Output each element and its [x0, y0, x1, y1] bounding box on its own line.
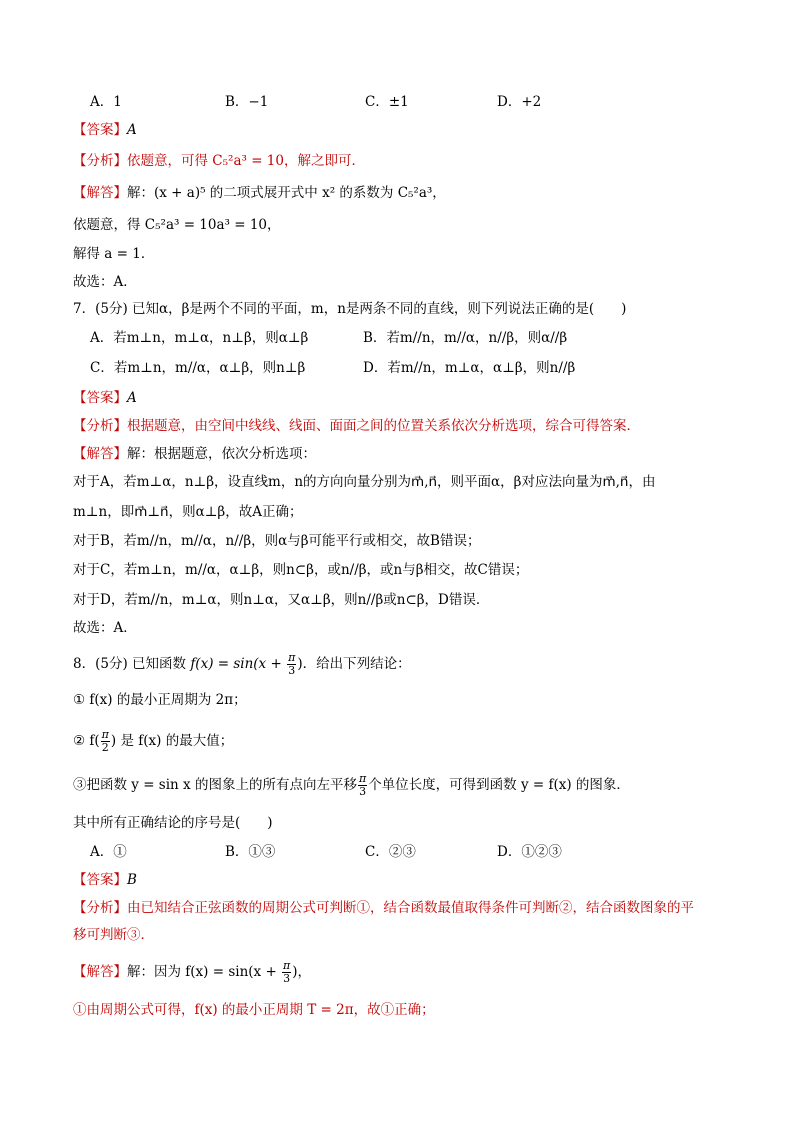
solution-tag: 【解答】	[73, 446, 127, 462]
frac-den: 3	[288, 664, 296, 677]
q8-c3-prefix: ③把函数 y = sin x 的图象上的所有点向左平移	[73, 777, 357, 793]
solution-tag: 【解答】	[73, 185, 127, 201]
frac-den: 2	[101, 741, 109, 754]
analysis-tag: 【分析】	[73, 418, 127, 434]
analysis-text: 依题意，可得 C₅²a³ = 10，解之即可．	[127, 153, 365, 169]
q6-option-a: A．1	[90, 94, 122, 110]
answer-value: B	[127, 872, 137, 888]
q7-answer-line	[73, 388, 137, 408]
q7-solution-line-5: 对于C，若m⊥n，m//α，α⊥β，则n⊂β，或n//β，或n与β相交，故C错误；	[73, 562, 529, 578]
q8-analysis-line-2: 移可判断③．	[73, 927, 154, 943]
solution-text: 解：因为 f(x) = sin(x +	[127, 964, 282, 980]
solution-text: 解：(x + a)⁵ 的二项式展开式中 x² 的系数为 C₅²a³，	[127, 185, 446, 201]
q6-solution-line-3: 解得 a = 1．	[73, 246, 155, 262]
q7-solution-line-6: 对于D，若m//n，m⊥α，则n⊥α，又α⊥β，则n//β或n⊂β，D错误．	[73, 592, 490, 608]
q7-option-d: D．若m//n，m⊥α，α⊥β，则n//β	[363, 360, 576, 376]
answer-value: A	[127, 390, 137, 406]
q6-option-d: D．+2	[497, 94, 542, 110]
frac-num: π	[358, 772, 367, 785]
q7-option-c: C．若m⊥n，m//α，α⊥β，则n⊥β	[90, 360, 306, 376]
q6-option-c: C．±1	[365, 94, 409, 110]
q8-c2-suffix: ) 是 f(x) 的最大值；	[110, 733, 234, 749]
analysis-text: 由已知结合正弦函数的周期公式可判断①，结合函数最值取得条件可判断②，结合函数图象的平	[127, 900, 694, 916]
fraction-pi-over-3	[282, 960, 291, 985]
frac-den: 3	[283, 972, 291, 985]
answer-tag: 【答案】	[73, 390, 127, 406]
answer-value: A	[127, 122, 137, 138]
q8-ask: 其中所有正确结论的序号是( )	[73, 815, 273, 831]
q8-conclusion-3	[73, 773, 630, 798]
frac-num: π	[283, 959, 291, 972]
fraction-pi-over-2	[101, 729, 110, 754]
frac-num: π	[101, 728, 109, 741]
q7-solution-line-1	[73, 444, 316, 464]
q7-stem: 7．(5分) 已知α，β是两个不同的平面，m，n是两条不同的直线，则下列说法正确的是( )	[73, 301, 627, 317]
q8-stem-prefix: 8．(5分) 已知函数	[73, 656, 187, 672]
q8-solution-line-1	[73, 960, 311, 985]
fraction-pi-over-3	[358, 773, 367, 798]
q7-option-b: B．若m//n，m//α，n//β，则α//β	[363, 330, 568, 346]
fraction-pi-over-3	[287, 652, 296, 677]
answer-tag: 【答案】	[73, 872, 127, 888]
q7-option-a: A．若m⊥n，m⊥α，n⊥β，则α⊥β	[90, 330, 309, 346]
q8-answer-line	[73, 870, 137, 890]
q7-analysis-line	[73, 416, 640, 436]
q6-solution-line-2: 依题意，得 C₅²a³ = 10a³ = 10，	[73, 217, 281, 233]
analysis-tag: 【分析】	[73, 153, 127, 169]
q8-stem-suffix: )．给出下列结论：	[297, 656, 411, 672]
solution-tag: 【解答】	[73, 964, 127, 980]
q8-conclusion-2	[73, 729, 233, 754]
q6-solution-line-1	[73, 183, 446, 203]
q8-analysis-line-1	[73, 898, 694, 918]
q7-solution-line-7: 故选：A．	[73, 620, 137, 636]
q8-func: f(x) = sin(x +	[190, 656, 287, 672]
analysis-text: 根据题意，由空间中线线、线面、面面之间的位置关系依次分析选项，综合可得答案．	[127, 418, 640, 434]
q8-conclusion-1: ① f(x) 的最小正周期为 2π；	[73, 692, 247, 708]
q8-option-b: B．①③	[225, 844, 276, 860]
q7-solution-line-2: 对于A，若m⊥α，n⊥β，设直线m，n的方向向量分别为m⃗,n⃗，则平面α，β对应法向量为m⃗,n⃗，由	[73, 474, 656, 490]
frac-num: π	[288, 651, 296, 664]
q8-c2-prefix: ② f(	[73, 733, 100, 749]
answer-tag: 【答案】	[73, 122, 127, 138]
q6-analysis-line	[73, 151, 365, 171]
q6-option-b: B．−1	[225, 94, 269, 110]
q7-solution-line-4: 对于B，若m//n，m//α，n//β，则α与β可能平行或相交，故B错误；	[73, 533, 481, 549]
q8-solution-line-2: ①由周期公式可得，f(x) 的最小正周期 T = 2π，故①正确；	[73, 1002, 435, 1018]
q6-solution-line-4: 故选：A．	[73, 274, 137, 290]
q8-c3-suffix: 个单位长度，可得到函数 y = f(x) 的图象．	[368, 777, 630, 793]
frac-den: 3	[359, 785, 367, 798]
q7-solution-line-3: m⊥n，即m⃗⊥n⃗，则α⊥β，故A正确；	[73, 504, 303, 520]
q8-stem	[73, 652, 411, 677]
q8-option-d: D．①②③	[497, 844, 562, 860]
q6-answer-line	[73, 120, 137, 140]
q8-option-c: C．②③	[365, 844, 416, 860]
solution-suffix: )，	[292, 964, 312, 980]
q8-option-a: A．①	[90, 844, 127, 860]
solution-text: 解：根据题意，依次分析选项：	[127, 446, 316, 462]
analysis-tag: 【分析】	[73, 900, 127, 916]
